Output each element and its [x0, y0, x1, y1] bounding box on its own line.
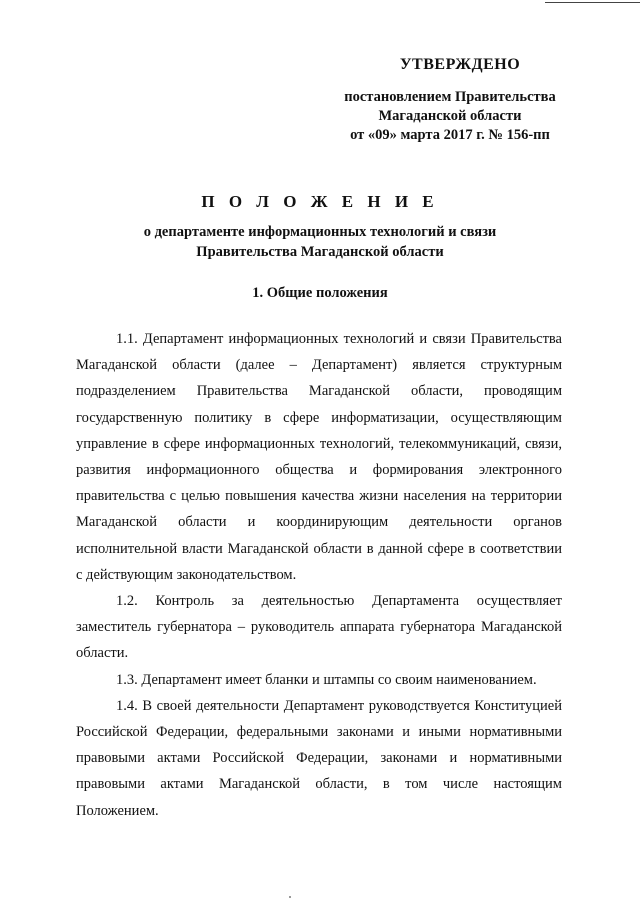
- document-title: П О Л О Ж Е Н И Е: [201, 192, 439, 211]
- approval-line-3: от «09» марта 2017 г. № 156-пп: [350, 127, 550, 143]
- document-subtitle: [0, 222, 640, 262]
- approval-stamp-block: [320, 56, 580, 145]
- approved-label: УТВЕРЖДЕНО: [399, 56, 521, 73]
- paragraph-1-4: 1.4. В своей деятельности Департамент руководствуется Конституцией Российской Федерации, федеральными законами и иными нормативными правовыми актами Российской Федерации, законами и нормативными правовыми актами Магаданской области, в том числе настоящим Положением.: [76, 697, 562, 819]
- approval-line-1: постановлением Правительства: [344, 89, 556, 105]
- paragraph-1-1: 1.1. Департамент информационных технологий и связи Правительства Магаданской области (далее – Департамент) является структурным подразделением Правительства Магаданской области, проводящим государственную политику в сфере информатизации, осуществляющим управление в сфере информационных технологий, телекоммуникаций, связи, развития информационного общества и формирования электронного правительства с целью повышения качества жизни населения на территории Магаданской области и координирующим деятельности органов исполнительной власти Магаданской области в данной сфере в соответствии с действующим законодательством.: [76, 331, 562, 583]
- document-body: [76, 326, 562, 824]
- document-subtitle-line-2: Правительства Магаданской области: [196, 244, 444, 260]
- paragraph-1-2: 1.2. Контроль за деятельностью Департамента осуществляет заместитель губернатора – руководитель аппарата губернатора Магаданской области.: [76, 593, 562, 662]
- scan-artifact-mark: [289, 896, 291, 898]
- document-subtitle-line-1: о департаменте информационных технологий и связи: [143, 224, 497, 240]
- approval-line-2: Магаданской области: [378, 108, 522, 124]
- section-heading: 1. Общие положения: [252, 285, 388, 301]
- paragraph-1-3: 1.3. Департамент имеет бланки и штампы со своим наименованием.: [116, 671, 537, 688]
- top-edge-rule: [545, 2, 640, 3]
